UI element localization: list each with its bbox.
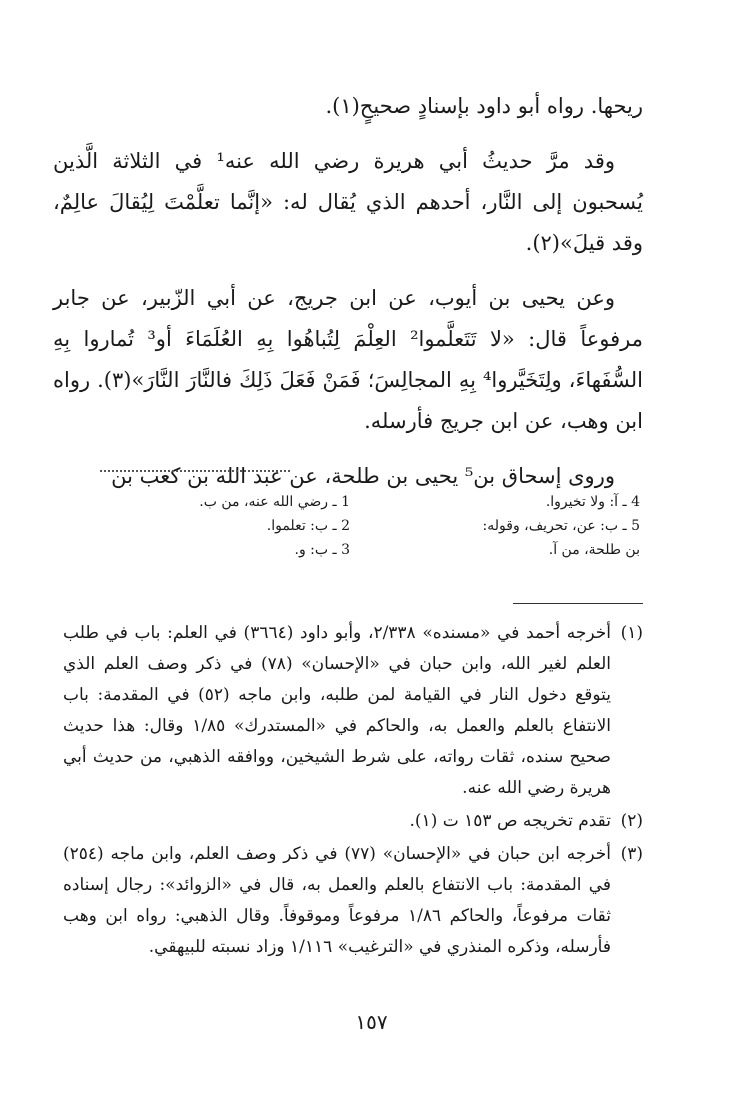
variant-note: 1 ـ رضي الله عنه، من ب. [199,494,350,510]
variants-left-column [390,490,640,562]
page-number: ١٥٧ [355,1010,388,1034]
footnote-text: أخرجه ابن حبان في «الإحسان» (٧٧) في ذكر وصف العلم، وابن ماجه (٢٥٤) في المقدمة: باب الانتفاع بالعلم والعمل به، قال في «الزوائد»: رجال إسناده ثقات مرفوعاً، والحاكم ١/٨٦ مرفوعاً وموقوفاً. وقال الذهبي: رواه ابن وهب فأرسله، وذكره المنذري في «الترغيب» ١/١١٦ وزاد نسبته للبيهقي. [63,844,611,957]
variant-note: 5 ـ ب: عن، تحريف، وقوله: [482,518,640,534]
footnote-number: (٢) [620,811,643,831]
footnote-number: (٣) [620,844,643,864]
footnotes [63,618,643,965]
footnote-text: تقدم تخريجه ص ١٥٣ ت (١). [409,811,611,831]
dotted-separator [100,470,290,472]
main-text [53,86,643,509]
variant-note: بن طلحة، من آ. [548,542,640,558]
footnote-divider [513,603,643,604]
footnote-text: أخرجه أحمد في «مسنده» ٢/٣٣٨، وأبو داود (٣٦٦٤) في العلم: باب في طلب العلم لغير الله، وابن حبان في «الإحسان» (٧٨) في ذكر وصف العلم الذي يتوقع دخول النار في القيامة لمن طلبه، وابن ماجه (٥٢) في المقدمة: باب الانتفاع بالعلم والعمل به، والحاكم في «المستدرك» ١/٨٥ وقال: هذا حديث صحيح سنده، ثقات رواته، على شرط الشيخين، ووافقه الذهبي، من حديث أبي هريرة رضي الله عنه. [63,623,611,798]
footnote [63,806,643,837]
paragraph-3: وعن يحيى بن أيوب، عن ابن جريج، عن أبي الزّبير، عن جابر مرفوعاً قال: «لا تَتَعلَّموا² العِلْمَ لِتُباهُوا بِهِ العُلَمَاءَ أو³ تُماروا بِهِ السُّفَهاءَ، ولِتَخَيَّروا⁴ بِهِ المجالِسَ؛ فَمَنْ فَعَلَ ذَلِكَ فالنَّارَ النَّارَ»(٣). رواه ابن وهب، عن ابن جريج فأرسله. [53,286,643,433]
variant-note: 3 ـ ب: و. [294,542,350,558]
footnote-number: (١) [620,623,643,643]
manuscript-variants [100,490,655,562]
footnote [63,839,643,963]
paragraph-1: ريحها. رواه أبو داود بإسنادٍ صحيحٍ(١). [325,94,643,118]
paragraph-2: وقد مرَّ حديثُ أبي هريرة رضي الله عنه¹ في الثلاثة الَّذين يُسحبون إلى النَّار، أحدهم الذي يُقال له: «إنَّما تعلَّمْتَ لِيُقالَ عالِمٌ، وقد قيلَ»(٢). [53,149,643,255]
variants-right-column [100,490,350,562]
variant-note: 4 ـ آ: ولا تخيروا. [545,494,640,510]
variant-note: 2 ـ ب: تعلموا. [266,518,350,534]
footnote [63,618,643,804]
paragraph-4: وروى إسحاق بن⁵ يحيى بن طلحة، عن عبد الله بن كعب بن [111,464,615,488]
